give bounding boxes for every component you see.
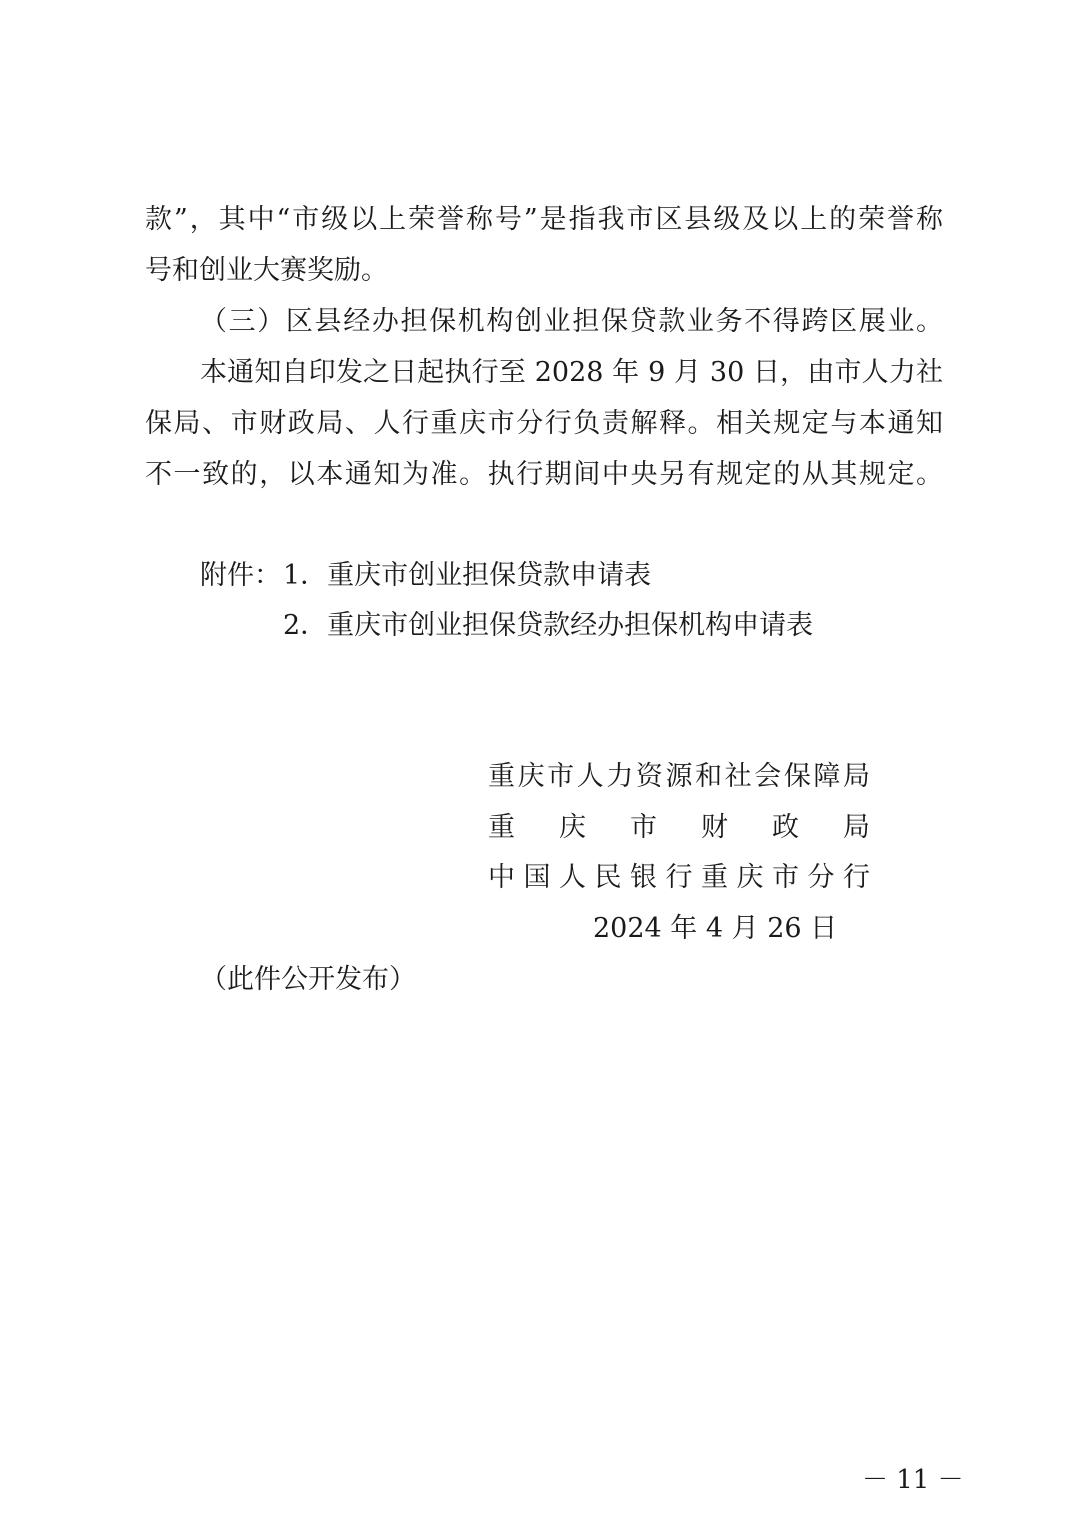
- body-line-2: 号和创业大赛奖励。: [145, 255, 388, 286]
- signature-org-3: 中国人民银行重庆市分行: [488, 862, 870, 893]
- body-line-4: 本通知自印发之日起执行至 2028 年 9 月 30 日，由市人力社: [200, 357, 943, 388]
- body-line-1: 款”，其中“市级以上荣誉称号”是指我市区县级及以上的荣誉称: [145, 204, 943, 235]
- publication-note: （此件公开发布）: [200, 964, 416, 995]
- attachment-label: 附件：: [200, 560, 281, 591]
- signature-date: 2024 年 4 月 26 日: [593, 913, 838, 944]
- page-number: － 11 －: [862, 1465, 964, 1495]
- attachment-item-2: 2．重庆市创业担保贷款经办担保机构申请表: [283, 610, 814, 641]
- body-line-3: （三）区县经办担保机构创业担保贷款业务不得跨区展业。: [200, 306, 943, 337]
- body-line-5: 保局、市财政局、人行重庆市分行负责解释。相关规定与本通知: [145, 408, 943, 439]
- attachment-item-1: 1．重庆市创业担保贷款申请表: [283, 560, 652, 591]
- signature-org-1: 重庆市人力资源和社会保障局: [488, 761, 870, 792]
- body-line-6: 不一致的，以本通知为准。执行期间中央另有规定的从其规定。: [145, 459, 943, 490]
- signature-org-2: 重庆市财政局: [488, 812, 870, 843]
